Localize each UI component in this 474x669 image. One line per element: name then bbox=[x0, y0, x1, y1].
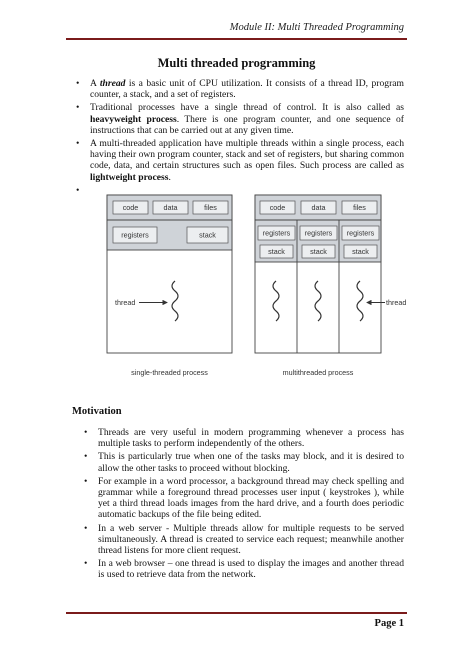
section-heading-motivation: Motivation bbox=[72, 406, 122, 417]
motivation-bullet-list bbox=[80, 427, 404, 583]
bullet-item: • A multi-threaded application have multiple threads within a single process, each having their own program counter, stack and set of registers, but sharing common code, data, and certain structures such as open files. Such process are called as lightweight process. bbox=[72, 138, 404, 183]
multi-stack-label: stack bbox=[352, 247, 369, 256]
multi-registers-label: registers bbox=[262, 228, 291, 238]
multi-stack-label: stack bbox=[310, 247, 327, 256]
bullet-item: • Threads are very useful in modern programming whenever a process has multiple tasks to perform independently of the others. bbox=[80, 427, 404, 449]
bullet-item: • This is particularly true when one of the tasks may block, and it is desired to allow the other tasks to proceed without blocking. bbox=[80, 451, 404, 473]
running-header: Module II: Multi Threaded Programming bbox=[229, 22, 404, 33]
single-files-label: files bbox=[204, 203, 217, 213]
header-rule bbox=[66, 38, 407, 40]
multi-stack-label: stack bbox=[268, 247, 285, 256]
single-stack-label: stack bbox=[199, 230, 216, 240]
emphasis: heavyweight process bbox=[90, 113, 177, 125]
multi-registers-label: registers bbox=[346, 228, 375, 238]
multi-thread-label: thread bbox=[386, 298, 407, 307]
thread-diagram bbox=[105, 193, 385, 389]
single-code-label: code bbox=[122, 203, 139, 213]
page-number: Page 1 bbox=[374, 618, 404, 629]
emphasis: thread bbox=[99, 78, 126, 89]
footer-rule bbox=[66, 612, 407, 614]
page-title: Multi threaded programming bbox=[157, 56, 316, 70]
multi-caption: multithreaded process bbox=[282, 368, 354, 377]
single-data-label: data bbox=[163, 203, 178, 213]
bullet-item: • A thread is a basic unit of CPU utilization. It consists of a thread ID, program counter, a stack, and a set of registers. bbox=[72, 78, 404, 100]
single-registers-label: registers bbox=[121, 230, 149, 240]
intro-bullet-list bbox=[72, 78, 404, 198]
multi-data-label: data bbox=[311, 203, 326, 213]
bullet-item: • Traditional processes have a single thread of control. It is also called as heavyweight process. There is one program counter, and one sequence of instructions that can be carried out at any given time. bbox=[72, 102, 404, 136]
bullet-item: • For example in a word processor, a background thread may check spelling and grammar while a foreground thread processes user input ( keystrokes ), while yet a third thread loads images from the hard drive, and a fourth does periodic automatic backups of the file being edited. bbox=[80, 476, 404, 521]
bullet-item: • In a web server - Multiple threads allow for multiple requests to be served simultaneously. A thread is created to service each request; meanwhile another thread listens for more client request. bbox=[80, 523, 404, 557]
bullet-item: • In a web browser – one thread is used to display the images and another thread is used to retrieve data from the network. bbox=[80, 558, 404, 580]
single-caption: single-threaded process bbox=[131, 368, 208, 377]
multi-code-label: code bbox=[269, 203, 286, 213]
emphasis: lightweight process bbox=[90, 171, 169, 183]
multi-files-label: files bbox=[353, 203, 366, 213]
thread-diagram-svg bbox=[105, 193, 385, 389]
multi-registers-label: registers bbox=[304, 228, 333, 238]
single-thread-label: thread bbox=[115, 298, 136, 307]
